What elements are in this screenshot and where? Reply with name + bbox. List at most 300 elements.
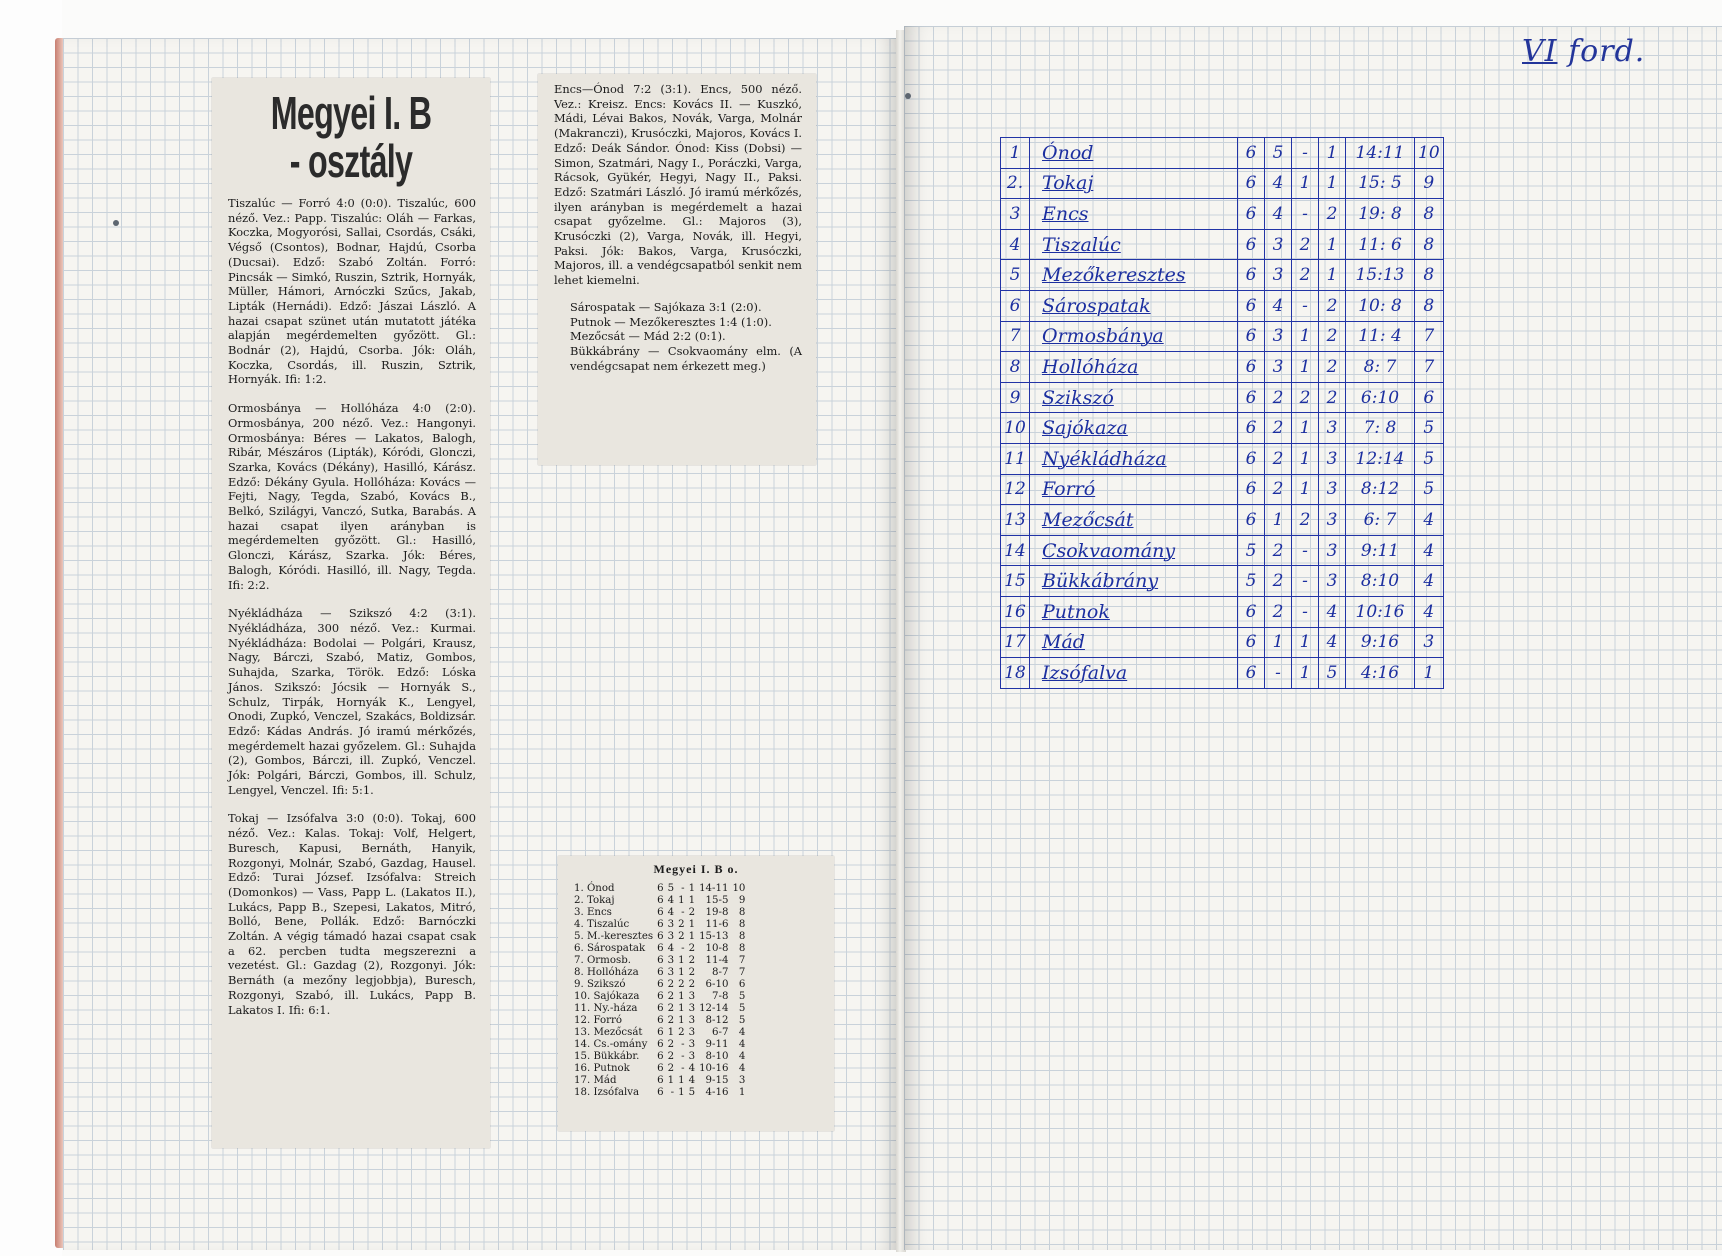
standings-cell: 4 <box>1265 290 1292 321</box>
standings-cell: 14-11 <box>699 883 729 894</box>
match-report: Encs—Ónod 7:2 (3:1). Encs, 500 néző. Vez.: Kreisz. Encs: Kovács II. — Kuszkó, Mádi, Lévai Bakos, Novák, Varga, Molnár (Makranczi), Krusóczki, Majoros, Kovács I. Edző: Deák Sándor. Ónod: Kiss (Dobsi) — Simon, Szatmári, Nagy I., Poráczki, Varga, Rácsok, Gyükér, Hegyi, Nagy II., Paksi. Edző: Szatmári László. Jó iramú mérkőzés, ilyen arányban is megérdemelt a hazai csapat győzelme. Gl.: Majoros (3), Krusóczki (2), Varga, Novák, ill. Hegyi, Paksi. Jók: Bakos, Varga, Krusóczki, Majoros, ill. a vendégcsapatból senkit nem lehet kiemelni. <box>554 82 802 288</box>
standings-row <box>572 943 747 955</box>
standings-cell: 9-15 <box>705 1075 729 1086</box>
standings-cell: - <box>1292 566 1319 597</box>
standings-cell: 1 <box>1292 168 1319 199</box>
team-name: Mád <box>1030 627 1238 658</box>
standings-cell: 3 <box>1415 627 1444 658</box>
standings-cell: 5 <box>1415 413 1444 444</box>
standings-cell: 15:13 <box>1346 260 1415 291</box>
standings-cell: 2 <box>688 907 696 918</box>
team-name: Ónod <box>1030 138 1238 169</box>
standings-cell: 4 <box>667 907 675 918</box>
team-name: 3. Encs <box>574 907 612 918</box>
standings-cell: 10: 8 <box>1346 290 1415 321</box>
standings-cell: 4 <box>1265 199 1292 230</box>
standings-cell: 1 <box>1292 321 1319 352</box>
standings-cell: 4 <box>1265 168 1292 199</box>
standings-row <box>1001 138 1444 169</box>
match-result: Putnok — Mezőkeresztes 1:4 (1:0). <box>570 314 772 329</box>
standings-cell: 3 <box>1265 352 1292 383</box>
standings-cell: 2 <box>678 931 685 942</box>
standings-cell: 6 <box>657 1063 664 1074</box>
standings-row <box>1001 199 1444 230</box>
standings-cell: 3 <box>1319 474 1346 505</box>
standings-cell: 6 <box>1238 352 1265 383</box>
position-cell: 9 <box>1001 382 1030 413</box>
standings-cell: - <box>681 1051 685 1062</box>
standings-cell: 1 <box>1415 658 1444 689</box>
standings-cell: 5 <box>738 1003 746 1014</box>
standings-cell: 5 <box>1319 658 1346 689</box>
standings-cell: 7 <box>1415 352 1444 383</box>
standings-cell: 12:14 <box>1346 443 1415 474</box>
position-cell: 2. <box>1001 168 1030 199</box>
standings-row <box>1001 290 1444 321</box>
standings-cell: 6 <box>657 1087 664 1098</box>
standings-cell: 1 <box>1319 168 1346 199</box>
standings-cell: 4 <box>1415 505 1444 536</box>
match-report: Nyékládháza — Szikszó 4:2 (3:1). Nyékládháza, 300 néző. Vez.: Kurmai. Nyékládháza: Bodolai — Polgári, Krausz, Nagy, Bárczi, Szabó, Matiz, Gombos, Suhajda, Szarka, Török. Edző: Lóska János. Szikszó: Jócsik — Hornyák S., Schulz, Tirpák, Hornyák K., Lengyel, Onodi, Zupkó, Venczel, Szakács, Boldizsár. Edző: Kádas András. Jó iramú mérkőzés, megérdemelt hazai győzelem. Gl.: Suhajda (2), Gombos, Bárczi, ill. Zupkó, Venczel. Jók: Polgári, Bárczi, Gombos, ill. Schulz, Lengyel, Venczel. Ifi: 5:1. <box>228 606 476 797</box>
standings-row <box>572 1003 747 1015</box>
standings-cell: 2 <box>667 1003 675 1014</box>
standings-cell: 19-8 <box>705 907 729 918</box>
standings-cell: 6 <box>1238 321 1265 352</box>
match-report: Ormosbánya — Hollóháza 4:0 (2:0). Ormosbánya, 200 néző. Vez.: Hangonyi. Ormosbánya: Béres — Lakatos, Balogh, Ribár, Mészáros (Lipták), Kóródi, Glonczi, Szarka, Kovács (Dékány), Hasilló, Kárász. Edző: Dékány Gyula. Hollóháza: Kovács — Fejti, Nagy, Tegda, Szabó, Kovács B., Belkó, Szilágyi, Vanczó, Sutka, Barabás. A hazai csapat ilyen arányban is megérdemelten győzött. Gl.: Hasilló, Glonczi, Kárász, Szarka. Jók: Béres, Balogh, Kóródi. Hasilló, ill. Nagy, Tegda. Ifi: 2:2. <box>228 401 476 592</box>
team-name: 14. Cs.-omány <box>574 1039 648 1050</box>
match-report: Tiszalúc — Forró 4:0 (0:0). Tiszalúc, 600 néző. Vez.: Papp. Tiszalúc: Oláh — Farkas, Koczka, Mogyorósi, Sallai, Csordás, Csáki, Végső (Csontos), Bodnar, Hajdú, Csorba (Ducsai). Edző: Szabó Zoltán. Forró: Pincsák — Simkó, Ruszin, Sztrik, Hornyák, Müller, Hámori, Arnóczki Szűcs, Jakab, Lipták (Hernádi). Edző: Jászai László. A hazai csapat szünet után mutatott játéka alapján megérdemelten győzött. Gl.: Bodnár (2), Hajdú, Csorba. Jók: Oláh, Koczka, Csordás, ill. Ruszin, Sztrik, Hornyák. Ifi: 1:2. <box>228 196 476 387</box>
standings-row <box>1001 566 1444 597</box>
standings-row <box>1001 535 1444 566</box>
standings-cell: 8-12 <box>705 1015 729 1026</box>
standings-cell: 1 <box>667 1075 675 1086</box>
match-result: Sárospatak — Sajókaza 3:1 (2:0). <box>570 299 762 314</box>
standings-cell: 6 <box>657 895 664 906</box>
standings-row <box>572 895 747 907</box>
standings-cell: 2 <box>1265 596 1292 627</box>
standings-cell: 5 <box>1415 443 1444 474</box>
standings-row <box>1001 168 1444 199</box>
position-cell: 14 <box>1001 535 1030 566</box>
team-name: 2. Tokaj <box>574 895 615 906</box>
team-name: 9. Szikszó <box>574 979 626 990</box>
standings-cell: 4 <box>667 895 675 906</box>
standings-cell: 2 <box>667 991 675 1002</box>
standings-cell: - <box>670 1087 675 1098</box>
standings-cell: - <box>1292 138 1319 169</box>
match-report: Tokaj — Izsófalva 3:0 (0:0). Tokaj, 600 néző. Vez.: Kalas. Tokaj: Volf, Helgert, Buresch, Kapusi, Bernáth, Hanyik, Rozgonyi, Molnár, Szabó, Gazdag, Hausel. Edző: Turai József. Izsófalva: Streich (Domonkos) — Vass, Papp L. (Lakatos II.), Lukács, Papp B., Szepesi, Lakatos, Mitró, Bolló, Bene, Pollák. Edző: Barnóczki Zoltán. A végig támadó hazai csapat csak a 62. percben tudta megszerezni a vezetést. Gl.: Gazdag (2), Rozgonyi. Jók: Bernáth (a mezőny legjobbja), Buresch, Rozgonyi, Szabó, ill. Lukács, Papp B. Lakatos I. Ifi: 6:1. <box>228 811 476 1017</box>
standings-cell: 15-13 <box>699 931 729 942</box>
standings-cell: 2 <box>688 943 696 954</box>
team-name: Bükkábrány <box>1030 566 1238 597</box>
punch-hole <box>905 93 911 99</box>
standings-cell: 6 <box>657 991 664 1002</box>
standings-cell: 6 <box>1415 382 1444 413</box>
standings-cell: - <box>681 1063 685 1074</box>
standings-cell: 6 <box>1238 413 1265 444</box>
team-name: 13. Mezőcsát <box>574 1027 643 1038</box>
standings-cell: 2 <box>1265 413 1292 444</box>
standings-cell: 6 <box>657 967 664 978</box>
standings-cell: 10-16 <box>699 1063 729 1074</box>
standings-cell: 6 <box>1238 658 1265 689</box>
standings-cell: 6 <box>657 931 664 942</box>
scan-background <box>0 0 62 1256</box>
standings-row <box>572 1075 747 1087</box>
standings-cell: 1 <box>1319 138 1346 169</box>
standings-cell: 12-14 <box>699 1003 729 1014</box>
team-name: 11. Ny.-háza <box>574 1003 638 1014</box>
team-name: Sajókaza <box>1030 413 1238 444</box>
standings-cell: - <box>1292 535 1319 566</box>
standings-cell: 1 <box>667 1027 675 1038</box>
position-cell: 17 <box>1001 627 1030 658</box>
team-name: 10. Sajókaza <box>574 991 640 1002</box>
standings-cell: 9:16 <box>1346 627 1415 658</box>
standings-cell: 10-8 <box>705 943 729 954</box>
standings-row <box>1001 229 1444 260</box>
standings-cell: 6 <box>1238 229 1265 260</box>
standings-cell: 9:11 <box>1346 535 1415 566</box>
standings-cell: 4 <box>688 1063 696 1074</box>
standings-cell: 8 <box>738 919 746 930</box>
standings-cell: 2 <box>667 1039 675 1050</box>
match-result: Bükkábrány — Csokvaomány elm. (A vendégcsapat nem érkezett meg.) <box>570 343 802 373</box>
standings-cell: 3 <box>688 991 696 1002</box>
standings-cell: 2 <box>1265 535 1292 566</box>
standings-cell: 6 <box>657 1039 664 1050</box>
standings-cell: 6 <box>1238 474 1265 505</box>
standings-cell: 2 <box>678 979 685 990</box>
standings-cell: 9 <box>1415 168 1444 199</box>
standings-cell: 4 <box>1319 596 1346 627</box>
standings-row <box>572 1063 747 1075</box>
standings-cell: 2 <box>678 1027 685 1038</box>
round-label-text: ford. <box>1568 34 1646 69</box>
standings-cell: 8 <box>1415 260 1444 291</box>
standings-cell: 1 <box>688 919 696 930</box>
standings-cell: 6 <box>738 979 746 990</box>
standings-row <box>1001 321 1444 352</box>
standings-cell: 6 <box>657 907 664 918</box>
standings-cell: 3 <box>1319 443 1346 474</box>
standings-cell: 7 <box>1415 321 1444 352</box>
team-name: 4. Tiszalúc <box>574 919 630 930</box>
team-name: 15. Bükkábr. <box>574 1051 640 1062</box>
standings-cell: 5 <box>1265 138 1292 169</box>
standings-cell: 15: 5 <box>1346 168 1415 199</box>
standings-cell: 1 <box>678 1087 685 1098</box>
standings-cell: 9-11 <box>705 1039 729 1050</box>
standings-cell: 1 <box>678 895 685 906</box>
standings-cell: 6 <box>657 955 664 966</box>
standings-cell: 6 <box>1238 260 1265 291</box>
standings-cell: 6 <box>657 1003 664 1014</box>
standings-cell: 3 <box>667 919 675 930</box>
position-cell: 16 <box>1001 596 1030 627</box>
team-name: 12. Forró <box>574 1015 622 1026</box>
standings-cell: 6 <box>657 943 664 954</box>
team-name: 6. Sárospatak <box>574 943 646 954</box>
round-label-roman: VI <box>1522 34 1558 69</box>
standings-cell: 1 <box>1265 627 1292 658</box>
clipping-headline-line2: - osztály <box>289 135 413 187</box>
standings-cell: 8 <box>738 907 746 918</box>
team-name: Szikszó <box>1030 382 1238 413</box>
standings-row <box>1001 505 1444 536</box>
standings-cell: 1 <box>1292 658 1319 689</box>
team-name: 5. M.-keresztes <box>574 931 654 942</box>
standings-cell: 14:11 <box>1346 138 1415 169</box>
standings-cell: 3 <box>688 1027 696 1038</box>
standings-cell: 6:10 <box>1346 382 1415 413</box>
standings-cell: 3 <box>1265 260 1292 291</box>
standings-cell: 4 <box>738 1027 746 1038</box>
team-name: Forró <box>1030 474 1238 505</box>
standings-row <box>572 931 747 943</box>
standings-cell: 2 <box>667 1051 675 1062</box>
standings-cell: - <box>681 943 685 954</box>
standings-row <box>1001 658 1444 689</box>
standings-row <box>572 991 747 1003</box>
standings-cell: 5 <box>738 991 746 1002</box>
standings-row <box>1001 260 1444 291</box>
team-name: 16. Putnok <box>574 1063 630 1074</box>
standings-cell: 9 <box>738 895 746 906</box>
position-cell: 6 <box>1001 290 1030 321</box>
standings-cell: 8 <box>1415 290 1444 321</box>
standings-row <box>1001 413 1444 444</box>
standings-cell: 4 <box>688 1075 696 1086</box>
team-name: Tokaj <box>1030 168 1238 199</box>
standings-cell: 1 <box>1292 413 1319 444</box>
standings-cell: 6 <box>657 1075 664 1086</box>
standings-cell: 1 <box>1292 443 1319 474</box>
standings-cell: 1 <box>678 955 685 966</box>
standings-cell: 1 <box>1292 474 1319 505</box>
standings-row <box>572 955 747 967</box>
standings-row <box>1001 443 1444 474</box>
standings-cell: 6 <box>1238 627 1265 658</box>
standings-cell: 2 <box>1292 260 1319 291</box>
standings-cell: 2 <box>1319 199 1346 230</box>
standings-row <box>572 967 747 979</box>
standings-cell: - <box>681 907 685 918</box>
standings-cell: 3 <box>1319 535 1346 566</box>
standings-cell: 6-10 <box>705 979 729 990</box>
standings-cell: 5 <box>738 1015 746 1026</box>
standings-cell: 2 <box>688 979 696 990</box>
standings-cell: 11: 6 <box>1346 229 1415 260</box>
standings-cell: 1 <box>1319 229 1346 260</box>
standings-cell: 2 <box>667 979 675 990</box>
standings-cell: 2 <box>1265 382 1292 413</box>
team-name: 18. Izsófalva <box>574 1087 640 1098</box>
standings-cell: 8 <box>738 931 746 942</box>
standings-cell: 6 <box>1238 505 1265 536</box>
team-name: Ormosbánya <box>1030 321 1238 352</box>
team-name: 1. Ónod <box>574 883 615 894</box>
standings-row <box>572 907 747 919</box>
handwritten-standings-table <box>1000 137 1444 689</box>
standings-cell: 2 <box>1292 382 1319 413</box>
position-cell: 10 <box>1001 413 1030 444</box>
standings-cell: 8-7 <box>712 967 729 978</box>
standings-cell: 10 <box>1415 138 1444 169</box>
standings-cell: 4 <box>1415 596 1444 627</box>
standings-cell: 6 <box>657 1027 664 1038</box>
team-name: Nyékládháza <box>1030 443 1238 474</box>
standings-cell: 2 <box>688 955 696 966</box>
standings-cell: 1 <box>1292 352 1319 383</box>
team-name: 7. Ormosb. <box>574 955 631 966</box>
position-cell: 13 <box>1001 505 1030 536</box>
standings-cell: 1 <box>678 1003 685 1014</box>
standings-cell: 2 <box>678 919 685 930</box>
standings-cell: 6 <box>1238 138 1265 169</box>
standings-cell: 2 <box>667 1015 675 1026</box>
standings-cell: 4 <box>667 943 675 954</box>
standings-cell: 1 <box>678 991 685 1002</box>
standings-cell: 6 <box>1238 382 1265 413</box>
position-cell: 12 <box>1001 474 1030 505</box>
standings-cell: 3 <box>688 1015 696 1026</box>
standings-cell: 8 <box>1415 199 1444 230</box>
standings-cell: 3 <box>1265 229 1292 260</box>
position-cell: 4 <box>1001 229 1030 260</box>
standings-cell: 4:16 <box>1346 658 1415 689</box>
clipping-headline-line1: Megyei I. B <box>270 87 432 139</box>
round-label <box>1522 34 1645 69</box>
standings-cell: 6 <box>657 919 664 930</box>
standings-row <box>572 1087 747 1099</box>
standings-row <box>572 1027 747 1039</box>
position-cell: 8 <box>1001 352 1030 383</box>
standings-cell: - <box>681 883 685 894</box>
team-name: Putnok <box>1030 596 1238 627</box>
standings-cell: 2 <box>1265 443 1292 474</box>
standings-cell: 1 <box>688 895 696 906</box>
position-cell: 1 <box>1001 138 1030 169</box>
standings-cell: 10:16 <box>1346 596 1415 627</box>
standings-cell: 4 <box>1319 627 1346 658</box>
standings-cell: - <box>1292 290 1319 321</box>
standings-cell: 6 <box>1238 168 1265 199</box>
standings-cell: 5 <box>667 883 675 894</box>
standings-cell: 6 <box>657 1015 664 1026</box>
standings-row <box>572 979 747 991</box>
standings-cell: 4-16 <box>705 1087 729 1098</box>
standings-cell: - <box>1292 596 1319 627</box>
standings-cell: 2 <box>1319 290 1346 321</box>
standings-cell: 6 <box>1238 199 1265 230</box>
team-name: 17. Mád <box>574 1075 617 1086</box>
standings-cell: 8: 7 <box>1346 352 1415 383</box>
standings-cell: 4 <box>1415 535 1444 566</box>
standings-cell: 3 <box>1265 321 1292 352</box>
standings-cell: 2 <box>1319 321 1346 352</box>
newspaper-clipping-encs-onod <box>538 74 816 465</box>
standings-cell: 1 <box>1265 505 1292 536</box>
newspaper-clipping-standings <box>558 856 834 1131</box>
position-cell: 11 <box>1001 443 1030 474</box>
standings-cell: 19: 8 <box>1346 199 1415 230</box>
standings-cell: 2 <box>1265 566 1292 597</box>
standings-cell: 6 <box>657 1051 664 1062</box>
standings-cell: 1 <box>678 967 685 978</box>
standings-cell: 11-6 <box>705 919 729 930</box>
standings-cell: 2 <box>1292 229 1319 260</box>
standings-cell: 11: 4 <box>1346 321 1415 352</box>
standings-cell: 6 <box>1238 290 1265 321</box>
standings-cell: - <box>1265 658 1292 689</box>
punch-hole <box>113 220 119 226</box>
standings-cell: 4 <box>738 1063 746 1074</box>
team-name: Izsófalva <box>1030 658 1238 689</box>
standings-cell: 1 <box>1292 627 1319 658</box>
standings-row <box>572 1039 747 1051</box>
standings-cell: 3 <box>688 1003 696 1014</box>
standings-cell: 15-5 <box>705 895 729 906</box>
standings-cell: - <box>681 1039 685 1050</box>
position-cell: 7 <box>1001 321 1030 352</box>
standings-cell: 8:10 <box>1346 566 1415 597</box>
standings-cell: 8 <box>1415 229 1444 260</box>
standings-row <box>572 1051 747 1063</box>
standings-row <box>1001 474 1444 505</box>
standings-cell: 6: 7 <box>1346 505 1415 536</box>
standings-cell: 5 <box>1238 535 1265 566</box>
position-cell: 15 <box>1001 566 1030 597</box>
standings-cell: 6 <box>1238 596 1265 627</box>
team-name: Hollóháza <box>1030 352 1238 383</box>
standings-cell: 1 <box>678 1075 685 1086</box>
team-name: Tiszalúc <box>1030 229 1238 260</box>
standings-cell: 6 <box>657 883 664 894</box>
standings-cell: 3 <box>688 1039 696 1050</box>
standings-cell: 6-7 <box>712 1027 729 1038</box>
standings-cell: 2 <box>1265 474 1292 505</box>
standings-cell: 11-4 <box>705 955 729 966</box>
standings-cell: 4 <box>1415 566 1444 597</box>
standings-cell: 8-10 <box>705 1051 729 1062</box>
standings-cell: 3 <box>1319 566 1346 597</box>
standings-cell: 3 <box>667 955 675 966</box>
standings-cell: 2 <box>1292 505 1319 536</box>
standings-cell: 3 <box>667 967 675 978</box>
standings-cell: 1 <box>688 931 696 942</box>
standings-cell: 7: 8 <box>1346 413 1415 444</box>
standings-cell: 4 <box>738 1039 746 1050</box>
standings-cell: 5 <box>1238 566 1265 597</box>
standings-cell: 7 <box>738 955 746 966</box>
standings-cell: 10 <box>732 883 746 894</box>
team-name: Mezőkeresztes <box>1030 260 1238 291</box>
standings-cell: 2 <box>688 967 696 978</box>
standings-row <box>572 1015 747 1027</box>
standings-cell: 2 <box>667 1063 675 1074</box>
standings-row <box>1001 627 1444 658</box>
standings-cell: 1 <box>738 1087 746 1098</box>
standings-cell: 5 <box>1415 474 1444 505</box>
standings-cell: 2 <box>1319 382 1346 413</box>
position-cell: 5 <box>1001 260 1030 291</box>
standings-cell: 3 <box>1319 505 1346 536</box>
standings-cell: 1 <box>1319 260 1346 291</box>
standings-row <box>572 883 747 895</box>
standings-cell: 5 <box>688 1087 696 1098</box>
standings-row <box>1001 382 1444 413</box>
